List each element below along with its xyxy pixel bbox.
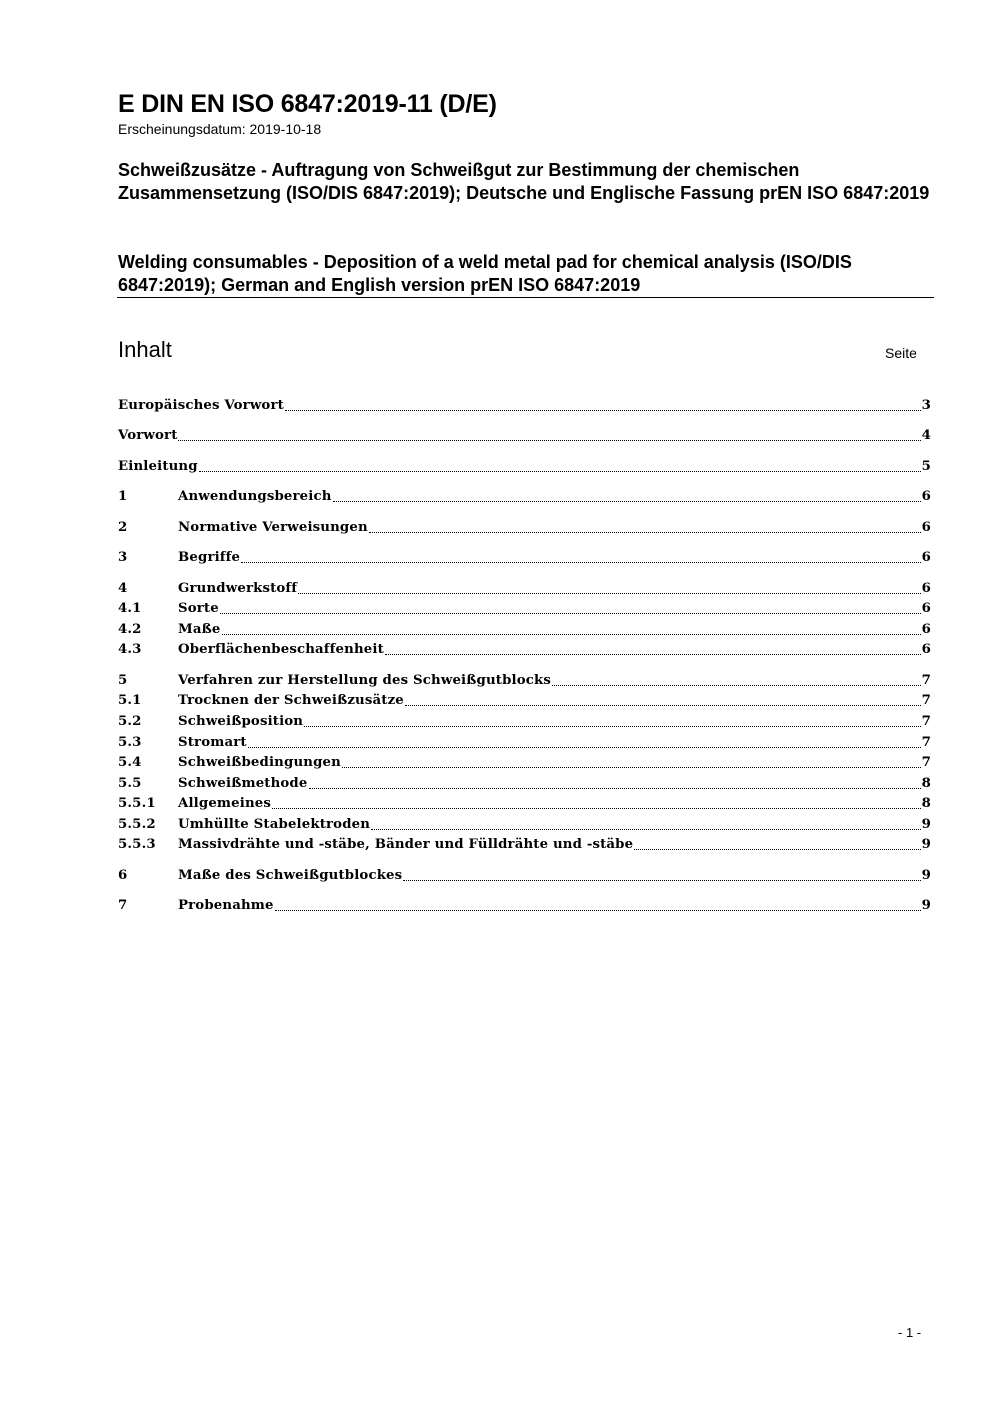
document-title: E DIN EN ISO 6847:2019-11 (D/E) — [118, 90, 497, 118]
toc-entry-title: Schweißbedingungen — [178, 755, 341, 770]
toc-entry-page: 9 — [921, 817, 931, 832]
toc-entry[interactable] — [118, 548, 931, 566]
toc-entry-number: 5.3 — [118, 735, 142, 750]
toc-leader-dots — [178, 440, 920, 441]
toc-entry-number: 1 — [118, 489, 128, 504]
toc-entry-title: Massivdrähte und -stäbe, Bänder und Fülldrähte und -stäbe — [178, 837, 634, 852]
toc-entry[interactable] — [118, 457, 931, 475]
toc-entry-title: Maße — [178, 622, 221, 637]
toc-entry-page: 4 — [921, 428, 931, 443]
toc-entry-page: 6 — [921, 581, 931, 596]
toc-entry-page: 9 — [921, 868, 931, 883]
toc-leader-dots — [309, 788, 921, 789]
toc-entry-page: 3 — [921, 398, 931, 413]
toc-leader-dots — [298, 593, 920, 594]
toc-entry-title: Anwendungsbereich — [178, 489, 332, 504]
toc-entry-page: 7 — [921, 673, 931, 688]
toc-entry-title: Maße des Schweißgutblockes — [178, 868, 403, 883]
toc-entry[interactable] — [118, 733, 931, 751]
toc-entry[interactable] — [118, 579, 931, 597]
toc-entry-number: 5 — [118, 673, 128, 688]
toc-entry-title: Begriffe — [178, 550, 241, 565]
publication-date: Erscheinungsdatum: 2019-10-18 — [118, 121, 322, 137]
toc-entry-number: 6 — [118, 868, 128, 883]
toc-entry-number: 5.2 — [118, 714, 142, 729]
toc-entry[interactable] — [118, 671, 931, 689]
page-number: - 1 - — [898, 1325, 922, 1340]
toc-entry[interactable] — [118, 835, 931, 853]
toc-entry-title: Probenahme — [178, 898, 274, 913]
toc-entry[interactable] — [118, 753, 931, 771]
toc-entry-number: 4.2 — [118, 622, 142, 637]
toc-entry-page: 6 — [921, 520, 931, 535]
toc-entry-number: 4.1 — [118, 601, 142, 616]
toc-entry-page: 9 — [921, 898, 931, 913]
toc-entry-title: Trocknen der Schweißzusätze — [178, 693, 404, 708]
toc-leader-dots — [369, 532, 921, 533]
toc-entry[interactable] — [118, 396, 931, 414]
english-title: Welding consumables - Deposition of a weld metal pad for chemical analysis (ISO/DIS 6847:2019); German and English version prEN ISO 6847:2019 — [118, 252, 852, 295]
toc-entry[interactable] — [118, 794, 931, 812]
toc-entry[interactable] — [118, 599, 931, 617]
toc-entry[interactable] — [118, 712, 931, 730]
toc-entry-page: 6 — [921, 642, 931, 657]
toc-entry-title: Schweißmethode — [178, 776, 308, 791]
toc-entry-page: 6 — [921, 622, 931, 637]
header-divider — [117, 297, 934, 298]
toc-leader-dots — [403, 880, 920, 881]
toc-entry-number: 5.5 — [118, 776, 142, 791]
toc-leader-dots — [405, 705, 921, 706]
toc-entry-page: 7 — [921, 693, 931, 708]
toc-entry-number: 5.5.1 — [118, 796, 156, 811]
german-title: Schweißzusätze - Auftragung von Schweißgut zur Bestimmung der chemischen Zusammensetzung (ISO/DIS 6847:2019); Deutsche und Englische Fassung prEN ISO 6847:2019 — [118, 160, 930, 203]
toc-entry-number: 7 — [118, 898, 128, 913]
toc-leader-dots — [333, 501, 921, 502]
toc-entry-number: 5.4 — [118, 755, 142, 770]
toc-leader-dots — [304, 726, 920, 727]
toc-leader-dots — [371, 829, 921, 830]
toc-heading: Inhalt — [118, 337, 172, 362]
toc-leader-dots — [342, 767, 921, 768]
toc-entry[interactable] — [118, 640, 931, 658]
toc-entry-page: 7 — [921, 735, 931, 750]
toc-leader-dots — [272, 808, 921, 809]
toc-entry-title: Grundwerkstoff — [178, 581, 298, 596]
toc-entry[interactable] — [118, 691, 931, 709]
toc-entry-title: Normative Verweisungen — [178, 520, 368, 535]
toc-entry-page: 5 — [921, 459, 931, 474]
toc-entry-number: 5.5.2 — [118, 817, 156, 832]
toc-entry-page: 6 — [921, 550, 931, 565]
toc-entry-number: 5.1 — [118, 693, 142, 708]
toc-entry-title: Stromart — [178, 735, 247, 750]
toc-entry-page: 8 — [921, 796, 931, 811]
toc-entry-page: 8 — [921, 776, 931, 791]
toc-entry-page: 6 — [921, 489, 931, 504]
toc-entry-page: 9 — [921, 837, 931, 852]
toc-entry[interactable] — [118, 866, 931, 884]
toc-entry[interactable] — [118, 896, 931, 914]
toc-leader-dots — [634, 849, 920, 850]
toc-entry-title: Schweißposition — [178, 714, 304, 729]
toc-entry-title: Verfahren zur Herstellung des Schweißgutblocks — [178, 673, 551, 688]
toc-leader-dots — [220, 613, 921, 614]
toc-entry-title: Umhüllte Stabelektroden — [178, 817, 371, 832]
toc-entry[interactable] — [118, 620, 931, 638]
toc-entry[interactable] — [118, 774, 931, 792]
toc-page-column-label: Seite — [885, 345, 917, 361]
toc-entry-title: Oberflächenbeschaffenheit — [178, 642, 384, 657]
toc-entry-title: Einleitung — [118, 459, 198, 474]
toc-entry-page: 6 — [921, 601, 931, 616]
toc-entry[interactable] — [118, 487, 931, 505]
toc-leader-dots — [552, 685, 921, 686]
toc-entry-title: Europäisches Vorwort — [118, 398, 284, 413]
toc-entry-number: 4 — [118, 581, 128, 596]
toc-leader-dots — [285, 410, 921, 411]
toc-entry[interactable] — [118, 426, 931, 444]
toc-entry-number: 4.3 — [118, 642, 142, 657]
toc-leader-dots — [199, 471, 921, 472]
toc-leader-dots — [248, 747, 921, 748]
toc-entry-number: 2 — [118, 520, 128, 535]
toc-entry-number: 3 — [118, 550, 128, 565]
toc-leader-dots — [241, 562, 920, 563]
toc-leader-dots — [275, 910, 921, 911]
toc-entry-title: Allgemeines — [178, 796, 272, 811]
toc-leader-dots — [222, 634, 921, 635]
toc-entry[interactable] — [118, 815, 931, 833]
toc-leader-dots — [385, 654, 921, 655]
toc-entry-page: 7 — [921, 714, 931, 729]
toc-entry-page: 7 — [921, 755, 931, 770]
toc-entry-title: Sorte — [178, 601, 219, 616]
toc-entry-number: 5.5.3 — [118, 837, 156, 852]
toc-entry[interactable] — [118, 518, 931, 536]
toc-entry-title: Vorwort — [118, 428, 178, 443]
